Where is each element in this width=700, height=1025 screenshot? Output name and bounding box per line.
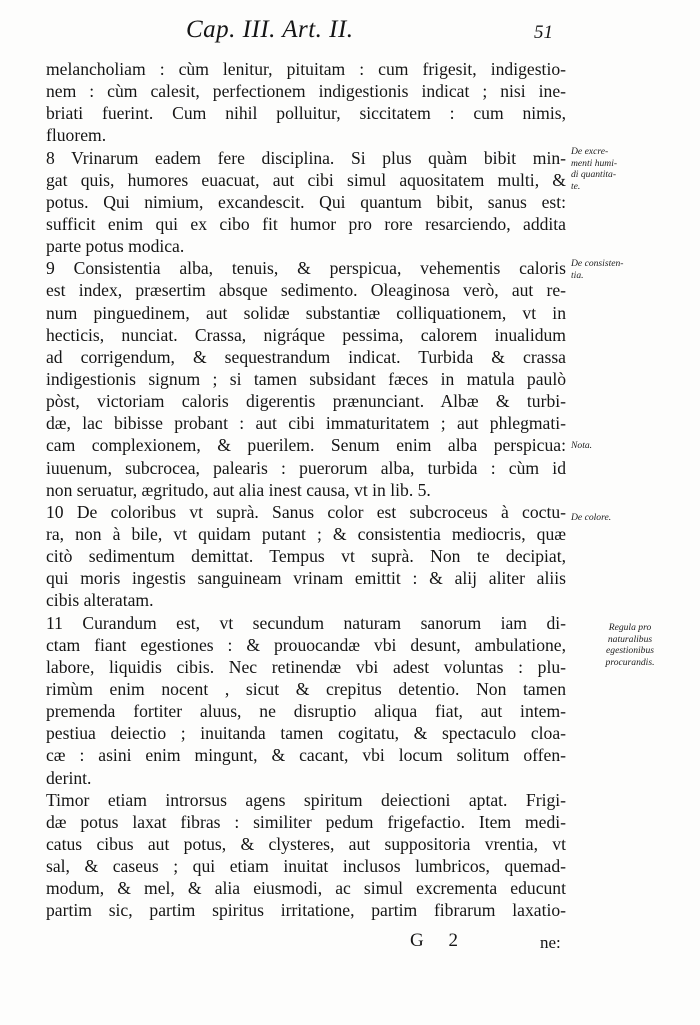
running-title: Cap. III. Art. II. [186, 16, 354, 43]
catchword: ne: [540, 933, 561, 952]
text-line: 9 Consistentia alba, tenuis, & perspicua, vehementis caloris [46, 258, 566, 279]
text-line: pòst, victoriam caloris digerentis prænunciant. Albæ & turbi- [46, 391, 566, 412]
text-line: 8 Vrinarum eadem fere disciplina. Si plus quàm bibit min- [46, 147, 566, 168]
text-line: ad corrigendum, & sequestrandum indicat. Turbida & crassa [46, 346, 566, 367]
text-line: 11 Curandum est, vt secundum naturam sanorum iam di- [46, 612, 566, 633]
body-text [46, 58, 566, 921]
text-line: sufficit enim qui ex cibo fit humor pro rore resarciendo, addita [46, 213, 566, 234]
text-line: sal, & caseus ; qui etiam inuitat inclusos lumbricos, quemad- [46, 856, 566, 877]
text-line: indigestionis signum ; si tamen subsidant fæces in matula paulò [46, 368, 566, 389]
margin-note-color: De colore. [571, 512, 612, 523]
page-number: 51 [534, 22, 553, 43]
text-line: ctam fiant egestiones : & prouocandæ vbi desunt, ambulatione, [46, 634, 566, 655]
text-line: briati fuerint. Cum nihil polluitur, siccitatem : cum nimis, [46, 103, 566, 124]
text-line: non seruatur, ægritudo, aut alia inest causa, vt in lib. 5. [46, 479, 431, 500]
text-line: premenda fortiter aluus, ne disruptio aliqua fiat, aut intem- [46, 701, 566, 722]
text-line: iuuenum, subcrocea, palearis : puerorum alba, turbida : cùm id [46, 457, 566, 478]
text-line: dæ, lac bibisse probant : aut cibi immaturitatem ; aut phlegmati- [46, 413, 566, 434]
margin-note-rule: Regula pro naturalibus egestionibus procurandis. [605, 622, 655, 668]
margin-note-quantity: De excre- menti humi- di quantita- te. [571, 146, 618, 192]
text-line: pestiua deiectio ; inuitanda tamen cogitatu, & spectaculo cloa- [46, 723, 566, 744]
signature-mark: G 2 [410, 930, 468, 951]
text-line: Timor etiam introrsus agens spiritum deiectioni aptat. Frigi- [46, 789, 566, 810]
text-line: nem : cùm calesit, perfectionem indigestionis indicat ; nisi ine- [46, 81, 566, 102]
running-head [0, 14, 700, 46]
text-line: labore, liquidis cibis. Nec retinendæ vbi adest voluntas : plu- [46, 656, 566, 677]
text-line: fluorem. [46, 125, 107, 146]
text-line: cam complexionem, & puerilem. Senum enim alba perspicua: [46, 435, 566, 456]
text-line: partim sic, partim spiritus irritatione, partim fibrarum laxatio- [46, 900, 566, 921]
text-line: ra, non à bile, vt quidam putant ; & consistentia mediocris, quæ [46, 523, 566, 544]
text-line: rimùm enim nocent , sicut & crepitus detentio. Non tamen [46, 678, 566, 699]
text-line: potus. Qui nimium, excandescit. Qui quantum bibit, sanus est: [46, 191, 566, 212]
text-line: derint. [46, 767, 92, 788]
text-line: qui moris ingestis sanguineam vrinam emittit : & alij aliter aliis [46, 568, 566, 589]
text-line: citò sedimentum demittat. Tempus vt suprà. Non te decipiat, [46, 546, 566, 567]
text-line: dæ potus laxat fibras : similiter pedum frigefactio. Item medi- [46, 811, 566, 832]
text-line: cæ : asini enim mingunt, & cacant, vbi locum solitum offen- [46, 745, 566, 766]
text-line: parte potus modica. [46, 236, 185, 257]
text-line: catus cibus aut potus, & clysteres, aut suppositoria vrentia, vt [46, 833, 566, 854]
text-line: gat quis, humores euacuat, aut cibi simul aquositatem multi, & [46, 169, 566, 190]
text-line: hecticis, nunciat. Crassa, nigráque pessima, calorem inualidum [46, 324, 566, 345]
margin-note-nota: Nota. [571, 440, 593, 451]
text-line: cibis alteratam. [46, 590, 154, 611]
margin-note-consistency: De consisten- tia. [571, 258, 624, 281]
text-line: 10 De coloribus vt suprà. Sanus color est subcroceus à coctu- [46, 501, 566, 522]
text-line: est index, præsertim absque sedimento. Oleaginosa verò, aut re- [46, 280, 566, 301]
text-line: melancholiam : cùm lenitur, pituitam : cum frigesit, indigestio- [46, 59, 566, 79]
text-line: modum, & mel, & alia eiusmodi, ac simul excrementa educunt [46, 878, 566, 899]
text-line: num pinguedinem, aut solidæ substantiæ colliquationem, vt in [46, 302, 566, 323]
